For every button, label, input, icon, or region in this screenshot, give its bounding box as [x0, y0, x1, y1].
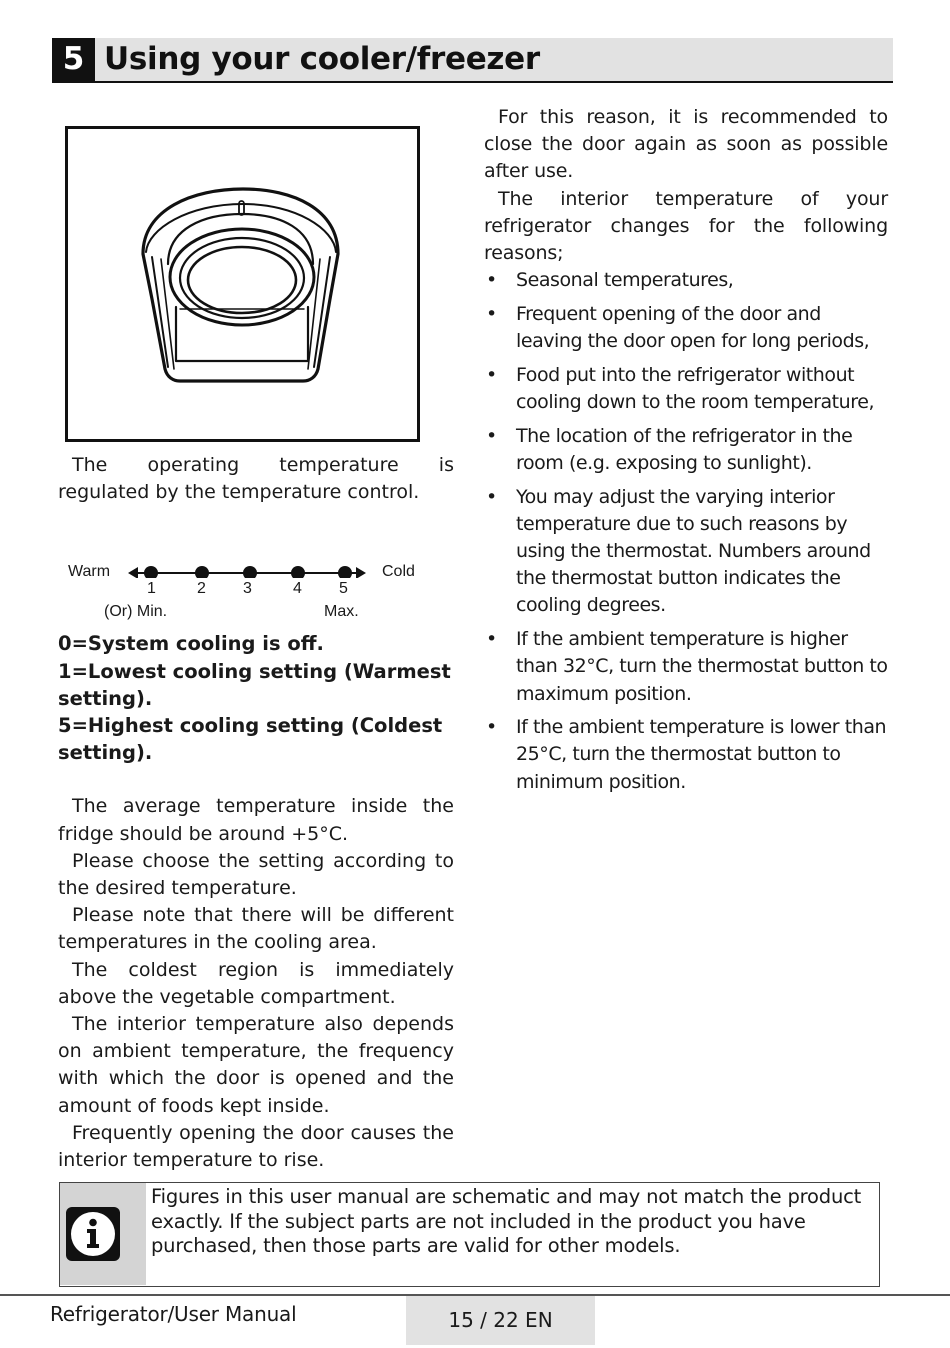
list-item-text: Frequent opening of the door and leaving the door open for long periods, — [516, 302, 870, 353]
list-item-text: The location of the refrigerator in the room (e.g. exposing to sunlight). — [516, 424, 853, 474]
scale-number-1: 1 — [147, 580, 156, 598]
paragraph-average-temp — [58, 793, 454, 847]
paragraph-text: The coldest region is immediately above the vegetable compartment. — [58, 958, 454, 1008]
chapter-title: Using your cooler/freezer — [104, 41, 540, 77]
scale-number-4: 4 — [293, 580, 302, 598]
list-item: • You may adjust the varying interior temperature due to such reasons by using the thermostat. Numbers around the thermostat button indicates the cooling degrees. — [486, 485, 871, 617]
scale-numbers — [58, 574, 454, 620]
reasons-list — [484, 267, 888, 796]
list-item-text: Seasonal temperatures, — [516, 269, 734, 292]
thermostat-figure — [65, 126, 420, 442]
thermostat-knob-illustration — [68, 129, 417, 439]
intro-line-1 — [58, 452, 454, 479]
paragraph-coldest-region — [58, 957, 454, 1011]
scale-number-2: 2 — [197, 580, 206, 598]
scale-warm-label: Warm — [68, 563, 111, 581]
intro-line-2: regulated by the temperature control. — [58, 481, 420, 504]
setting-1: 1=Lowest cooling setting (Warmest setting). — [58, 659, 451, 710]
paragraph-door-opening — [58, 1120, 454, 1174]
setting-0: 0=System cooling is off. — [58, 632, 324, 656]
list-item: • If the ambient temperature is lower than 25°C, turn the thermostat button to minimum position. — [486, 716, 887, 793]
scale-number-3: 3 — [243, 580, 252, 598]
list-item-text: Food put into the refrigerator without cooling down to the room temperature, — [516, 363, 875, 414]
list-item: • Food put into the refrigerator without cooling down to the room temperature, — [486, 363, 875, 414]
paragraph-interior-depends — [58, 1011, 454, 1120]
temperature-scale — [58, 506, 454, 581]
info-icon-background — [60, 1183, 146, 1285]
paragraph-text: The interior temperature of your refrigerator changes for the following reasons; — [484, 187, 888, 265]
list-item-text: If the ambient temperature is lower than 25°C, turn the thermostat button to minimum position. — [516, 716, 887, 793]
paragraph-temp-changes — [484, 186, 888, 268]
right-column — [484, 104, 888, 802]
list-item: • Seasonal temperatures, — [486, 269, 734, 292]
paragraph-text: The average temperature inside the fridge should be around +5°C. — [58, 795, 454, 845]
list-item-text: You may adjust the varying interior temperature due to such reasons by using the thermostat. Numbers around the thermostat button indicates the cooling degrees. — [516, 485, 871, 617]
paragraph-text: The interior temperature also depends on ambient temperature, the frequency with which the door is opened and the amount of foods kept inside. — [58, 1013, 454, 1117]
setting-5: 5=Highest cooling setting (Coldest setting). — [58, 714, 443, 765]
paragraph-text: Please choose the setting according to the desired temperature. — [58, 849, 454, 900]
info-icon — [66, 1207, 120, 1261]
left-column — [58, 452, 454, 1174]
info-icon-glyph — [66, 1207, 120, 1261]
paragraph-close-door — [484, 104, 888, 186]
paragraph-text: Frequently opening the door causes the interior temperature to rise. — [58, 1121, 454, 1172]
paragraph-choose-setting — [58, 848, 454, 902]
scale-cold-label: Cold — [382, 563, 415, 581]
scale-number-5: 5 — [339, 580, 348, 598]
footer-manual-title: Refrigerator/User Manual — [50, 1302, 297, 1326]
footer-page-number: 15 / 22 EN — [406, 1296, 595, 1345]
paragraph-text: Please note that there will be different temperatures in the cooling area. — [58, 904, 454, 954]
scale-graphic — [58, 506, 454, 578]
chapter-number: 5 — [52, 38, 95, 81]
list-item: • Frequent opening of the door and leaving the door open for long periods, — [486, 302, 870, 353]
list-item-text: If the ambient temperature is higher than 32°C, turn the thermostat button to maximum position. — [516, 628, 888, 705]
info-note-text: Figures in this user manual are schematic and may not match the product exactly. If the subject parts are not included in the product you have purchased, then those parts are valid for other models. — [151, 1185, 862, 1257]
scale-max-label: Max. — [324, 603, 359, 621]
paragraph-text: For this reason, it is recommended to close the door again as soon as possible after use. — [484, 106, 888, 183]
intro-line-1-text: The operating temperature is — [72, 454, 454, 476]
paragraph-different-temps — [58, 902, 454, 956]
chapter-header — [52, 38, 893, 83]
list-item: • If the ambient temperature is higher than 32°C, turn the thermostat button to maximum position. — [486, 628, 888, 705]
list-item: • The location of the refrigerator in the room (e.g. exposing to sunlight). — [486, 424, 853, 474]
scale-min-label: (Or) Min. — [104, 603, 168, 621]
info-note — [59, 1182, 880, 1287]
